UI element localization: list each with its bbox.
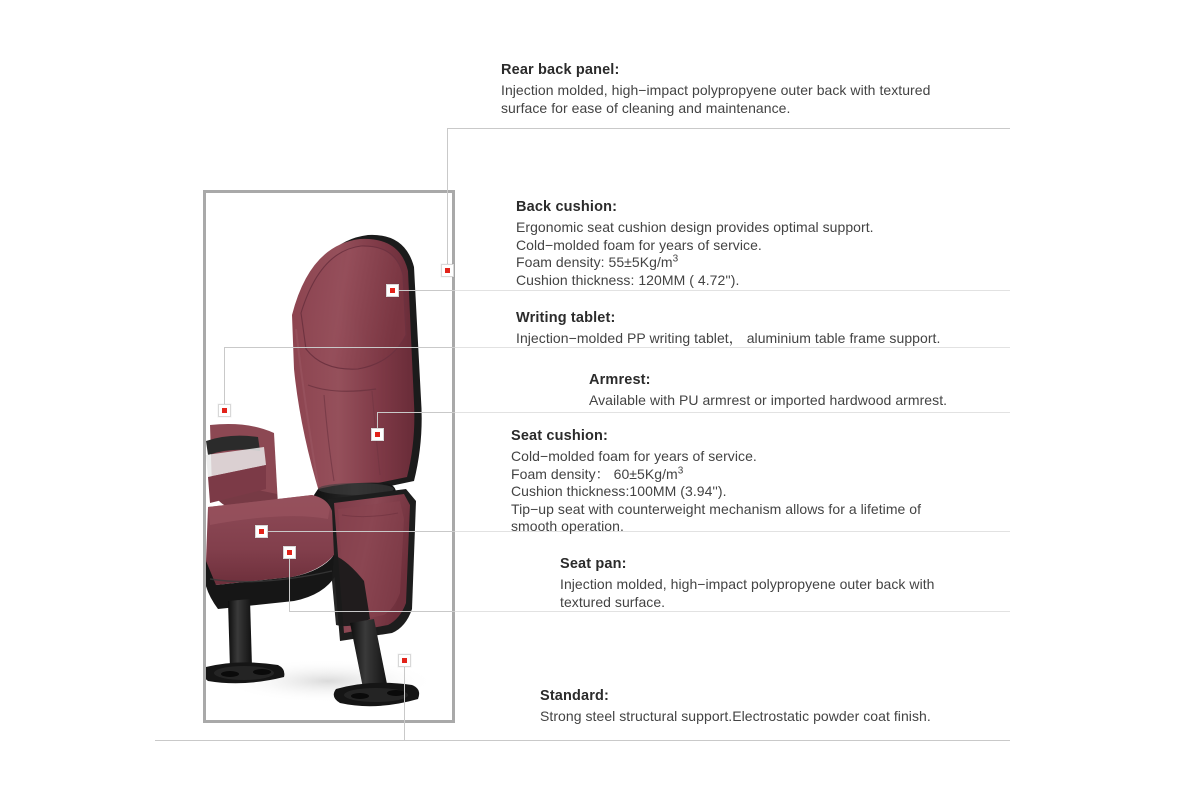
callout-title-seat-pan: Seat pan: <box>560 556 627 572</box>
callout-line-foam-density <box>511 466 921 484</box>
callout-title-armrest: Armrest: <box>589 372 651 388</box>
marker-dot <box>390 288 395 293</box>
leader-line-rear-back-panel-vertical <box>447 128 448 270</box>
marker-writing-tablet[interactable] <box>218 404 231 417</box>
callout-seat-cushion <box>511 428 921 536</box>
callout-back-cushion <box>516 199 874 289</box>
callout-rear-back-panel <box>501 62 930 117</box>
callout-seat-pan <box>560 556 935 611</box>
callout-line: Available with PU armrest or imported hardwood armrest. <box>589 392 948 408</box>
callout-line: Tip−up seat with counterweight mechanism allows for a lifetime of <box>511 500 922 517</box>
callout-line: Injection molded, high−impact polypropyene outer back with <box>560 576 935 592</box>
callout-title-rear-back-panel: Rear back panel: <box>501 62 620 78</box>
marker-seat-pan[interactable] <box>283 546 296 559</box>
callout-line: Ergonomic seat cushion design provides optimal support. <box>516 219 874 235</box>
product-image <box>206 193 452 720</box>
marker-standard[interactable] <box>398 654 411 667</box>
callout-title-standard: Standard: <box>540 688 610 704</box>
cubic-meter-exponent: 3 <box>672 253 679 265</box>
marker-dot <box>375 432 380 437</box>
foam-density-text: Foam density: 55±5Kg/m <box>516 254 673 270</box>
marker-dot <box>259 529 264 534</box>
callout-title-writing-tablet: Writing tablet: <box>516 310 616 326</box>
marker-armrest[interactable] <box>371 428 384 441</box>
callout-line: textured surface. <box>560 593 666 610</box>
callout-line: surface for ease of cleaning and maintenance. <box>501 99 791 116</box>
marker-seat-cushion[interactable] <box>255 525 268 538</box>
callout-line: smooth operation. <box>511 518 624 534</box>
marker-back-cushion[interactable] <box>386 284 399 297</box>
callout-line: Injection−molded PP writing tablet， aluminium table frame support. <box>516 330 941 346</box>
callout-line: Cushion thickness:100MM (3.94''). <box>511 483 727 499</box>
auditorium-chair-illustration <box>206 193 452 720</box>
leader-line-seat-pan-vertical <box>289 552 290 611</box>
cubic-meter-exponent: 3 <box>677 464 684 476</box>
callout-line: Injection molded, high−impact polypropyene outer back with textured <box>501 82 931 98</box>
divider-below-back-cushion <box>455 290 1010 291</box>
callout-standard <box>540 688 931 726</box>
callout-title-seat-cushion: Seat cushion: <box>511 428 609 444</box>
marker-rear-back-panel[interactable] <box>441 264 454 277</box>
callout-title-back-cushion: Back cushion: <box>516 199 618 215</box>
marker-dot <box>222 408 227 413</box>
foam-density-text: Foam density： 60±5Kg/m <box>511 465 678 482</box>
callout-line: Strong steel structural support.Electrostatic powder coat finish. <box>540 708 931 724</box>
callout-line: Cold−molded foam for years of service. <box>511 448 757 464</box>
marker-dot <box>287 550 292 555</box>
leader-line-standard-vertical <box>404 660 405 740</box>
marker-dot <box>445 268 450 273</box>
callout-armrest <box>589 372 947 410</box>
callout-writing-tablet <box>516 310 940 348</box>
leader-line-rear-back-panel-horizontal <box>447 128 1010 129</box>
marker-dot <box>402 658 407 663</box>
leader-line-writing-tablet-vertical <box>224 347 225 410</box>
callout-line: Cold−molded foam for years of service. <box>516 236 762 253</box>
product-image-frame <box>203 190 455 723</box>
callout-line: Cushion thickness: 120MM ( 4.72''). <box>516 271 740 288</box>
divider-below-armrest <box>455 412 1010 413</box>
callout-line-foam-density <box>516 254 874 272</box>
divider-below-seat-pan <box>455 611 1010 612</box>
leader-line-standard-horizontal <box>155 740 1010 741</box>
